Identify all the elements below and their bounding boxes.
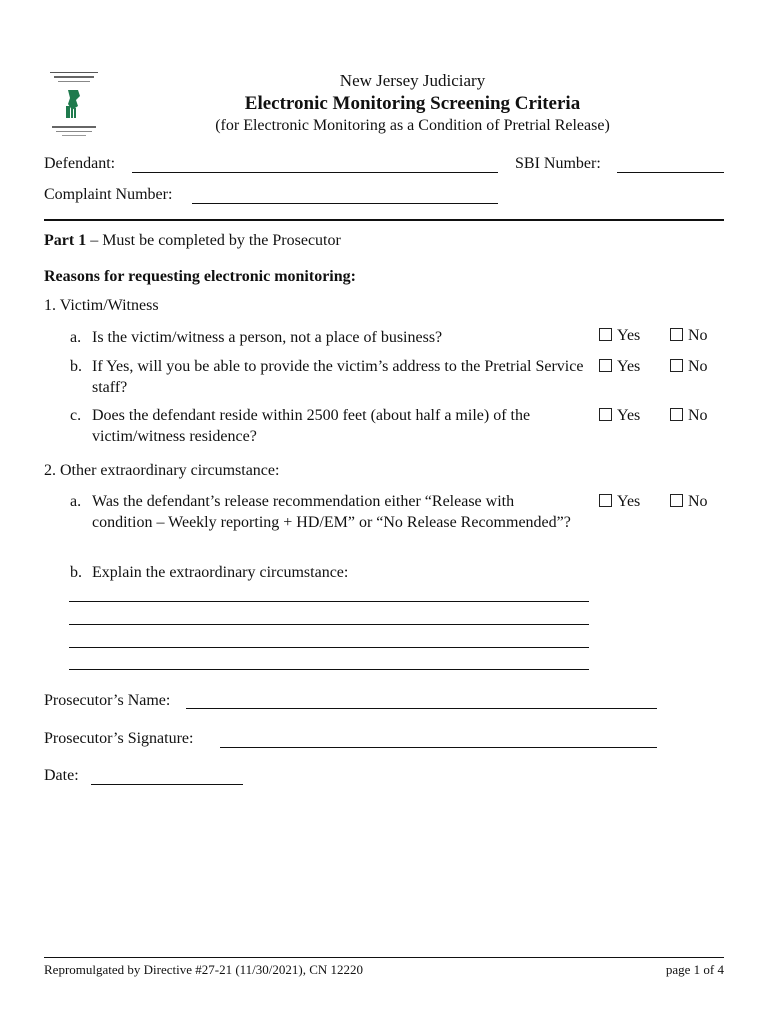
footer-divider <box>44 957 724 958</box>
explanation-line-3[interactable] <box>69 647 589 648</box>
section1-num: 1. <box>44 297 56 314</box>
reasons-heading: Reasons for requesting electronic monitoring: <box>44 268 356 285</box>
question-letter: c. <box>70 407 82 424</box>
explanation-line-2[interactable] <box>69 624 589 625</box>
yes-label: Yes <box>617 358 641 375</box>
section1-title: Victim/Witness <box>59 297 159 314</box>
q1c-no-option[interactable] <box>670 407 708 425</box>
question-text: If Yes, will you be able to provide the victim’s address to the Pretrial Service staff? <box>92 358 584 396</box>
prosecutor-name-label: Prosecutor’s Name: <box>44 692 171 709</box>
yes-label: Yes <box>617 327 641 344</box>
q1a-no-option[interactable] <box>670 327 708 345</box>
question-letter: a. <box>70 493 82 510</box>
checkbox-icon[interactable] <box>670 494 683 507</box>
part1-desc: – Must be completed by the Prosecutor <box>86 232 341 249</box>
question-letter: a. <box>70 329 82 346</box>
question-text: Explain the extraordinary circumstance: <box>92 564 349 581</box>
q2a-no-option[interactable] <box>670 493 708 511</box>
complaint-field[interactable] <box>192 203 498 204</box>
question-text: Does the defendant reside within 2500 feet (about half a mile) of the victim/witness residence? <box>92 407 531 445</box>
question-1c <box>70 405 590 447</box>
date-field[interactable] <box>91 784 243 785</box>
org-name: New Jersey Judiciary <box>339 71 486 90</box>
form-subtitle: (for Electronic Monitoring as a Condition of Pretrial Release) <box>215 117 610 134</box>
question-text: Was the defendant’s release recommendation either “Release with condition – Weekly reporting + HD/EM” or “No Release Recommended”? <box>92 493 571 531</box>
prosecutor-signature-label: Prosecutor’s Signature: <box>44 730 194 747</box>
checkbox-icon[interactable] <box>599 359 612 372</box>
part1-label: Part 1 <box>44 232 87 249</box>
question-2b <box>70 562 590 583</box>
page-number: page 1 of 4 <box>665 962 724 977</box>
sbi-label: SBI Number: <box>515 155 601 172</box>
section2-heading <box>44 462 279 480</box>
defendant-label: Defendant: <box>44 155 116 172</box>
defendant-field[interactable] <box>132 172 498 173</box>
q1a-yes-option[interactable] <box>599 327 640 345</box>
section2-num: 2. <box>44 462 56 479</box>
footer-left: Repromulgated by Directive #27-21 (11/30/2021), CN 12220 <box>44 962 364 977</box>
no-label: No <box>688 407 708 424</box>
section-divider <box>44 219 724 221</box>
checkbox-icon[interactable] <box>599 408 612 421</box>
checkbox-icon[interactable] <box>670 408 683 421</box>
section1-heading <box>44 297 159 315</box>
complaint-label: Complaint Number: <box>44 186 173 203</box>
section2-title: Other extraordinary circumstance: <box>60 462 280 479</box>
sbi-field[interactable] <box>617 172 724 173</box>
checkbox-icon[interactable] <box>670 359 683 372</box>
no-label: No <box>688 358 708 375</box>
checkbox-icon[interactable] <box>599 494 612 507</box>
q1c-yes-option[interactable] <box>599 407 640 425</box>
no-label: No <box>688 327 708 344</box>
form-title: Electronic Monitoring Screening Criteria <box>244 93 581 114</box>
part1-heading <box>44 232 341 250</box>
question-text: Is the victim/witness a person, not a place of business? <box>92 329 443 346</box>
question-2a <box>70 491 590 554</box>
question-letter: b. <box>70 564 82 581</box>
yes-label: Yes <box>617 407 641 424</box>
checkbox-icon[interactable] <box>599 328 612 341</box>
prosecutor-name-field[interactable] <box>186 708 657 709</box>
date-label: Date: <box>44 767 79 784</box>
checkbox-icon[interactable] <box>670 328 683 341</box>
explanation-line-4[interactable] <box>69 669 589 670</box>
no-label: No <box>688 493 708 510</box>
prosecutor-signature-field[interactable] <box>220 747 657 748</box>
q2a-yes-option[interactable] <box>599 493 640 511</box>
question-1b <box>70 356 590 398</box>
q1b-no-option[interactable] <box>670 358 708 376</box>
question-letter: b. <box>70 358 82 375</box>
q1b-yes-option[interactable] <box>599 358 640 376</box>
explanation-line-1[interactable] <box>69 601 589 602</box>
question-1a <box>70 327 590 348</box>
yes-label: Yes <box>617 493 641 510</box>
